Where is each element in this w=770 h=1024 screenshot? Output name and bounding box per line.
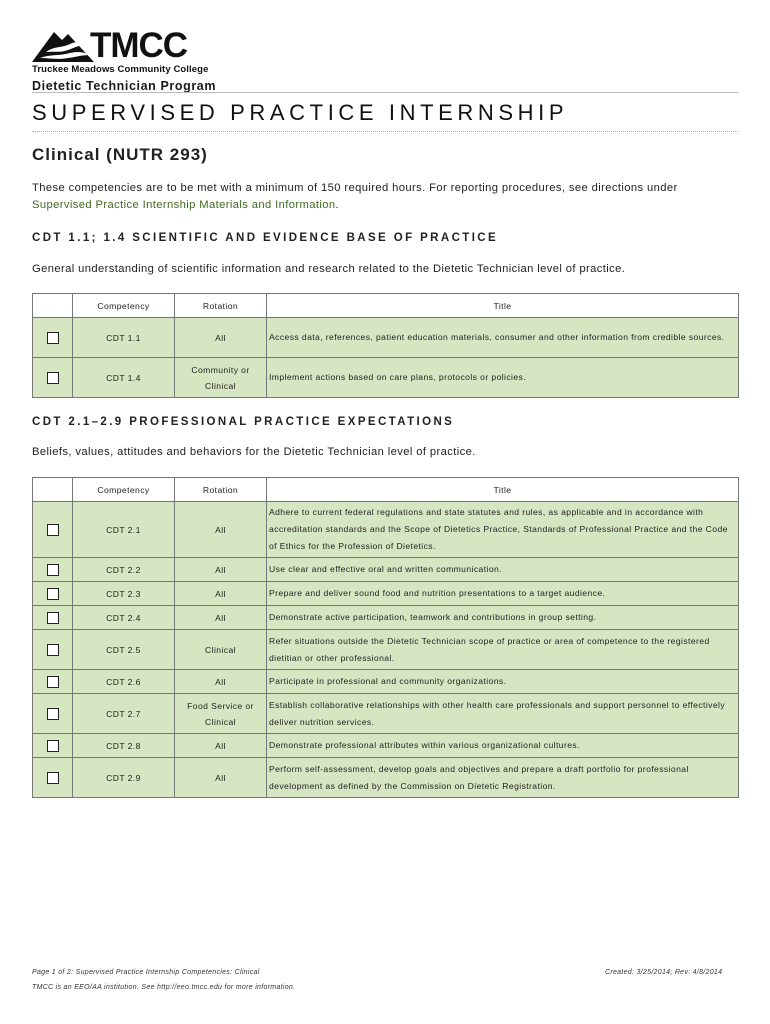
rotation: All xyxy=(175,758,267,798)
logo-wordmark: TMCC xyxy=(90,26,188,65)
competency-title: Implement actions based on care plans, protocols or policies. xyxy=(267,358,739,398)
rotation: All xyxy=(175,606,267,630)
table-header-row xyxy=(33,478,739,502)
rotation: Food Service or Clinical xyxy=(175,694,267,734)
checkbox-cdt-2-4[interactable] xyxy=(47,612,59,624)
competency-title: Demonstrate active participation, teamwork and contributions in group setting. xyxy=(267,606,739,630)
section1-table xyxy=(32,293,739,398)
checkbox-cdt-2-7[interactable] xyxy=(47,708,59,720)
section1-description: General understanding of scientific information and research related to the Dietetic Technician level of practice. xyxy=(32,263,626,275)
mountain-logo-icon xyxy=(32,28,94,62)
footer-page-info: Page 1 of 2: Supervised Practice Internship Competencies: Clinical xyxy=(32,969,260,976)
table-row xyxy=(33,318,739,358)
competency-code: CDT 2.7 xyxy=(73,694,175,734)
checkbox-col-header xyxy=(33,294,73,318)
competency-title: Prepare and deliver sound food and nutrition presentations to a target audience. xyxy=(267,582,739,606)
materials-link[interactable]: Supervised Practice Internship Materials and Information xyxy=(32,199,336,211)
rotation: All xyxy=(175,734,267,758)
checkbox-cdt-2-2[interactable] xyxy=(47,564,59,576)
competency-title: Access data, references, patient education materials, consumer and other information from credible sources. xyxy=(267,318,739,358)
rotation: Clinical xyxy=(175,630,267,670)
competency-code: CDT 2.6 xyxy=(73,670,175,694)
competency-title: Demonstrate professional attributes within various organizational cultures. xyxy=(267,734,739,758)
checkbox-cdt-1-1[interactable] xyxy=(47,332,59,344)
competency-col-header: Competency xyxy=(73,478,175,502)
divider-top xyxy=(32,92,738,93)
college-name: Truckee Meadows Community College xyxy=(32,64,209,75)
table-row xyxy=(33,758,739,798)
competency-col-header: Competency xyxy=(73,294,175,318)
competency-code: CDT 1.1 xyxy=(73,318,175,358)
competency-title: Perform self-assessment, develop goals and objectives and prepare a draft portfolio for professional development as defined by the Commission on Dietetic Registration. xyxy=(267,758,739,798)
section2-description: Beliefs, values, attitudes and behaviors for the Dietetic Technician level of practice. xyxy=(32,446,476,458)
rotation: Community or Clinical xyxy=(175,358,267,398)
competency-code: CDT 2.4 xyxy=(73,606,175,630)
rotation: All xyxy=(175,502,267,558)
competency-title: Establish collaborative relationships with other health care professionals and support personnel to effectively deliver nutrition services. xyxy=(267,694,739,734)
title-col-header: Title xyxy=(267,478,739,502)
rotation-col-header: Rotation xyxy=(175,294,267,318)
table-row xyxy=(33,630,739,670)
checkbox-cdt-2-9[interactable] xyxy=(47,772,59,784)
competency-title: Adhere to current federal regulations and state statutes and rules, as applicable and in accordance with accreditation standards and the Scope of Dietetics Practice, Standards of Professional Practice and the Code of Ethics for the Profession of Dietetics. xyxy=(267,502,739,558)
intro-text: These competencies are to be met with a minimum of 150 required hours. For reporting procedures, see directions under xyxy=(32,182,678,194)
rotation: All xyxy=(175,582,267,606)
competency-code: CDT 2.5 xyxy=(73,630,175,670)
divider-bottom xyxy=(32,131,738,132)
checkbox-cdt-2-6[interactable] xyxy=(47,676,59,688)
table-row xyxy=(33,582,739,606)
table-row xyxy=(33,558,739,582)
section1-heading: CDT 1.1; 1.4 SCIENTIFIC AND EVIDENCE BASE OF PRACTICE xyxy=(32,232,499,244)
checkbox-col-header xyxy=(33,478,73,502)
checkbox-cdt-2-8[interactable] xyxy=(47,740,59,752)
table-row xyxy=(33,358,739,398)
course-subtitle: Clinical (NUTR 293) xyxy=(32,145,208,164)
rotation: All xyxy=(175,318,267,358)
intro-end: . xyxy=(335,199,339,211)
competency-title: Participate in professional and community organizations. xyxy=(267,670,739,694)
competency-code: CDT 2.9 xyxy=(73,758,175,798)
checkbox-cdt-1-4[interactable] xyxy=(47,372,59,384)
intro-paragraph xyxy=(32,180,740,214)
table-row xyxy=(33,694,739,734)
competency-title: Use clear and effective oral and written communication. xyxy=(267,558,739,582)
title-col-header: Title xyxy=(267,294,739,318)
program-name: Dietetic Technician Program xyxy=(32,79,217,93)
table-row xyxy=(33,606,739,630)
competency-code: CDT 2.2 xyxy=(73,558,175,582)
table-row xyxy=(33,670,739,694)
table-row xyxy=(33,502,739,558)
footer-eeo-notice: TMCC is an EEO/AA institution. See http://eeo.tmcc.edu for more information. xyxy=(32,984,296,991)
checkbox-cdt-2-1[interactable] xyxy=(47,524,59,536)
footer-dates: Created: 3/25/2014; Rev: 4/8/2014 xyxy=(605,969,723,976)
competency-title: Refer situations outside the Dietetic Technician scope of practice or area of competence to the registered dietitian or other professional. xyxy=(267,630,739,670)
table-header-row xyxy=(33,294,739,318)
rotation-col-header: Rotation xyxy=(175,478,267,502)
page-title: SUPERVISED PRACTICE INTERNSHIP xyxy=(32,100,569,125)
competency-code: CDT 2.3 xyxy=(73,582,175,606)
checkbox-cdt-2-3[interactable] xyxy=(47,588,59,600)
rotation: All xyxy=(175,558,267,582)
table-row xyxy=(33,734,739,758)
competency-code: CDT 2.1 xyxy=(73,502,175,558)
competency-code: CDT 2.8 xyxy=(73,734,175,758)
section2-table xyxy=(32,477,739,798)
rotation: All xyxy=(175,670,267,694)
section2-heading: CDT 2.1–2.9 PROFESSIONAL PRACTICE EXPECTATIONS xyxy=(32,416,455,428)
checkbox-cdt-2-5[interactable] xyxy=(47,644,59,656)
competency-code: CDT 1.4 xyxy=(73,358,175,398)
tmcc-logo xyxy=(32,26,232,93)
